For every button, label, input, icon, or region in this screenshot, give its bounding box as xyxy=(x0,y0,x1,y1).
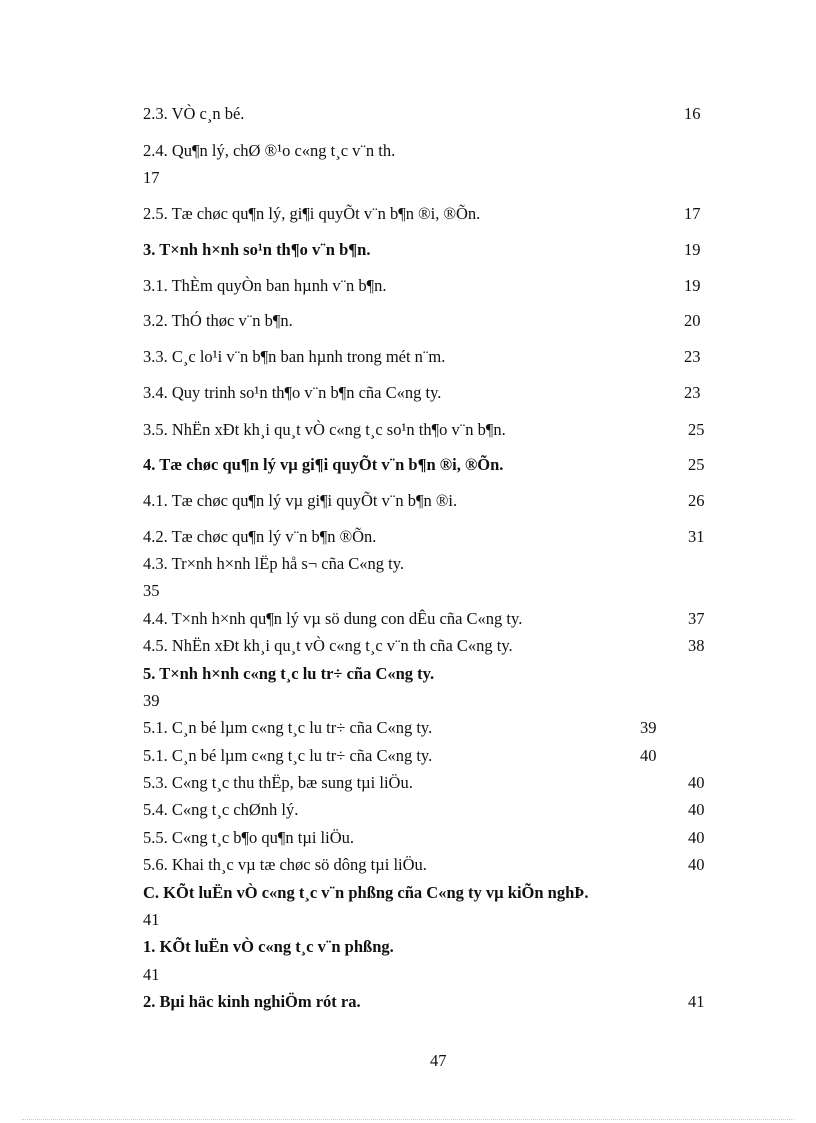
toc-entry-page: 35 xyxy=(143,581,160,600)
toc-entry-page: 41 xyxy=(143,965,160,984)
toc-entry-label: 3.5. NhËn xÐt kh¸i qu¸t vÒ c«ng t¸c so¹n th¶o v¨n b¶n. xyxy=(143,420,506,439)
toc-entry-page: 41 xyxy=(688,992,705,1011)
toc-entry-label: 5.1. C¸n bé lµm c«ng t¸c lu tr÷ cña C«ng ty. xyxy=(143,718,433,737)
toc-entry-page: 39 xyxy=(143,691,160,710)
toc-section-heading: 5. T×nh h×nh c«ng t¸c lu tr÷ cña C«ng ty. xyxy=(143,664,435,683)
toc-entry-page: 16 xyxy=(684,104,701,123)
toc-entry-label: 5.4. C«ng t¸c chØnh lý. xyxy=(143,800,299,819)
toc-section-heading: 1. KÕt luËn vÒ c«ng t¸c v¨n phßng. xyxy=(143,937,394,956)
toc-entry-label: 5.5. C«ng t¸c b¶o qu¶n tµi liÖu. xyxy=(143,828,354,847)
toc-entry-label: 5.3. C«ng t¸c thu thËp, bæ sung tµi liÖu. xyxy=(143,773,413,792)
toc-entry-label: 2.4. Qu¶n lý, chØ ®¹o c«ng t¸c v¨n th. xyxy=(143,141,396,160)
toc-entry-page: 23 xyxy=(684,383,701,402)
toc-section-heading: C. KÕt luËn vÒ c«ng t¸c v¨n phßng cña C«ng ty vµ kiÕn nghÞ. xyxy=(143,883,589,902)
toc-entry-page: 40 xyxy=(688,855,705,874)
page-number: 47 xyxy=(430,1051,447,1070)
toc-section-heading: 4. Tæ chøc qu¶n lý vµ gi¶i quyÕt v¨n b¶n ®i, ®Õn. xyxy=(143,455,504,474)
toc-entry-page: 25 xyxy=(688,455,705,474)
toc-entry-label: 4.2. Tæ chøc qu¶n lý v¨n b¶n ®Õn. xyxy=(143,527,377,546)
toc-entry-label: 5.1. C¸n bé lµm c«ng t¸c lu tr÷ cña C«ng ty. xyxy=(143,746,433,765)
toc-entry-page: 20 xyxy=(684,311,701,330)
toc-entry-page: 23 xyxy=(684,347,701,366)
page-bottom-divider xyxy=(22,1119,794,1120)
toc-entry-page: 40 xyxy=(688,800,705,819)
toc-entry-label: 4.4. T×nh h×nh qu¶n lý vµ sö dung con dÊu cña C«ng ty. xyxy=(143,609,523,628)
toc-entry-page: 39 xyxy=(640,718,657,737)
toc-entry-page: 38 xyxy=(688,636,705,655)
toc-entry-page: 19 xyxy=(684,240,701,259)
toc-entry-page: 31 xyxy=(688,527,705,546)
toc-entry-label: 5.6. Khai th¸c vµ tæ chøc sö dông tµi liÖu. xyxy=(143,855,427,874)
toc-entry-label: 3.1. ThÈm quyÒn ban hµnh v¨n b¶n. xyxy=(143,276,387,295)
toc-entry-label: 2.3. VÒ c¸n bé. xyxy=(143,104,245,123)
toc-entry-page: 37 xyxy=(688,609,705,628)
toc-entry-label: 4.5. NhËn xÐt kh¸i qu¸t vÒ c«ng t¸c v¨n th cña C«ng ty. xyxy=(143,636,513,655)
toc-entry-page: 41 xyxy=(143,910,160,929)
toc-entry-page: 19 xyxy=(684,276,701,295)
toc-entry-page: 17 xyxy=(684,204,701,223)
toc-entry-page: 17 xyxy=(143,168,160,187)
toc-entry-page: 26 xyxy=(688,491,705,510)
toc-entry-label: 4.3. Tr×nh h×nh lËp hå s¬ cña C«ng ty. xyxy=(143,554,405,573)
toc-entry-page: 25 xyxy=(688,420,705,439)
toc-entry-label: 2.5. Tæ chøc qu¶n lý, gi¶i quyÕt v¨n b¶n ®i, ®Õn. xyxy=(143,204,481,223)
toc-entry-label: 3.3. C¸c lo¹i v¨n b¶n ban hµnh trong mét n¨m. xyxy=(143,347,446,366)
toc-section-heading: 3. T×nh h×nh so¹n th¶o v¨n b¶n. xyxy=(143,240,371,259)
toc-section-heading: 2. Bµi häc kinh nghiÖm rót ra. xyxy=(143,992,361,1011)
toc-entry-page: 40 xyxy=(688,773,705,792)
toc-entry-page: 40 xyxy=(640,746,657,765)
toc-entry-label: 4.1. Tæ chøc qu¶n lý vµ gi¶i quyÕt v¨n b¶n ®i. xyxy=(143,491,458,510)
toc-entry-label: 3.4. Quy trinh so¹n th¶o v¨n b¶n cña C«ng ty. xyxy=(143,383,442,402)
toc-entry-page: 40 xyxy=(688,828,705,847)
toc-entry-label: 3.2. ThÓ thøc v¨n b¶n. xyxy=(143,311,293,330)
